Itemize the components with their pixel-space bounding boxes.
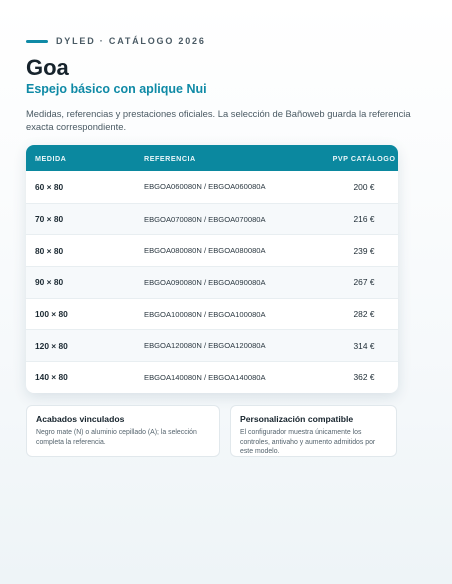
column-header-pvp: PVP CATÁLOGO <box>332 153 396 163</box>
cell-pvp: 314 € <box>353 340 375 351</box>
cell-medida: 90 × 80 <box>35 277 64 288</box>
cell-pvp: 200 € <box>353 181 375 192</box>
kicker-text: DYLED · CATÁLOGO 2026 <box>56 36 206 46</box>
cell-medida: 70 × 80 <box>35 214 64 225</box>
cell-referencia: EBGOA100080N / EBGOA100080A <box>144 309 266 319</box>
cell-medida: 120 × 80 <box>35 340 68 351</box>
cell-referencia: EBGOA120080N / EBGOA120080A <box>144 341 266 351</box>
table-row <box>26 171 398 203</box>
cell-pvp: 282 € <box>353 309 375 320</box>
catalog-kicker <box>26 36 206 46</box>
table-row <box>26 234 398 266</box>
cell-pvp: 216 € <box>353 214 375 225</box>
cell-referencia: EBGOA090080N / EBGOA090080A <box>144 277 266 287</box>
reference-table <box>26 145 398 393</box>
table-row <box>26 329 398 361</box>
cell-medida: 80 × 80 <box>35 245 64 256</box>
product-title: Goa <box>26 55 69 80</box>
intro-paragraph: Medidas, referencias y prestaciones oficiales. La selección de Bañoweb guarda la referencia exacta correspondiente. <box>26 108 411 132</box>
cell-pvp: 239 € <box>353 245 375 256</box>
cell-pvp: 267 € <box>353 277 375 288</box>
cell-referencia: EBGOA070080N / EBGOA070080A <box>144 214 266 224</box>
cell-referencia: EBGOA060080N / EBGOA060080A <box>144 182 266 192</box>
table-header <box>26 145 398 171</box>
finishes-card-title: Acabados vinculados <box>36 414 125 424</box>
column-header-medida: MEDIDA <box>35 153 67 163</box>
cell-referencia: EBGOA080080N / EBGOA080080A <box>144 246 266 256</box>
finishes-card <box>26 405 220 457</box>
cell-medida: 60 × 80 <box>35 181 64 192</box>
cell-medida: 100 × 80 <box>35 309 68 320</box>
product-subtitle: Espejo básico con aplique Nui <box>26 82 207 96</box>
table-row <box>26 361 398 393</box>
customization-card-title: Personalización compatible <box>240 414 354 424</box>
column-header-referencia: REFERENCIA <box>144 153 196 163</box>
table-row <box>26 298 398 330</box>
finishes-card-text: Negro mate (N) o aluminio cepillado (A); la selección completa la referencia. <box>36 429 197 446</box>
table-row <box>26 203 398 235</box>
cell-medida: 140 × 80 <box>35 372 68 383</box>
cell-pvp: 362 € <box>353 372 375 383</box>
table-body <box>26 171 398 393</box>
cell-referencia: EBGOA140080N / EBGOA140080A <box>144 372 266 382</box>
table-row <box>26 266 398 298</box>
accent-bar <box>26 40 48 43</box>
customization-card <box>230 405 397 457</box>
customization-card-text: El configurador muestra únicamente los controles, antivaho y aumento admitidos por este modelo. <box>240 429 376 456</box>
